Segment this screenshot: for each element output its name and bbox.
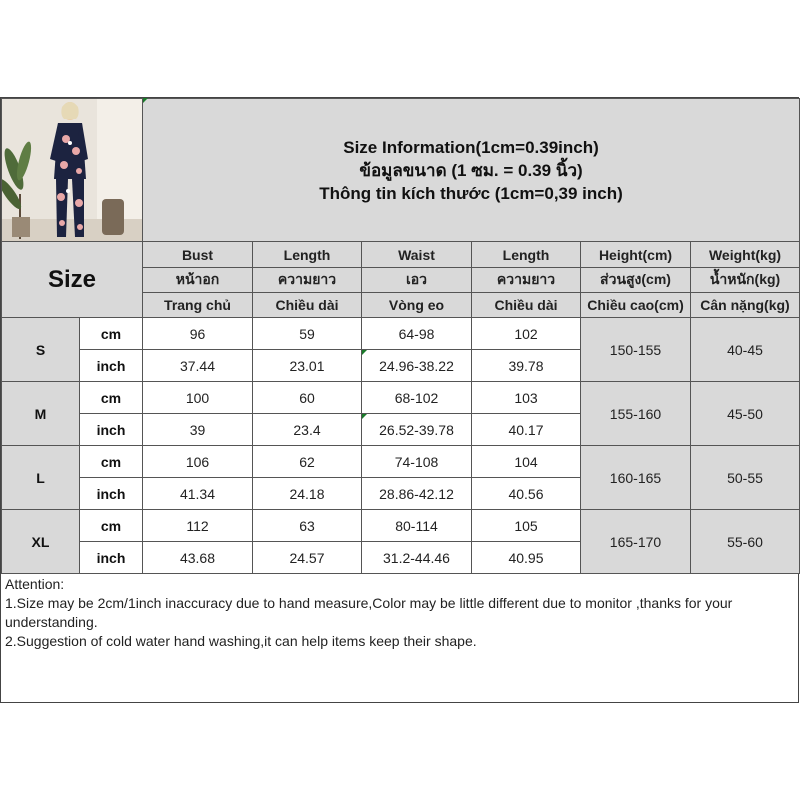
bust-cell: 41.34 <box>143 478 253 510</box>
length-cell: 60 <box>253 382 362 414</box>
col-header-en: Weight(kg) <box>691 242 800 268</box>
size-chart <box>0 97 799 703</box>
waist-cell: 31.2-44.46 <box>362 542 472 574</box>
bust-cell: 106 <box>143 446 253 478</box>
waist-cell: 26.52-39.78 <box>362 414 472 446</box>
col-header-en: Bust <box>143 242 253 268</box>
col-header-vi: Trang chủ <box>143 293 253 318</box>
bust-cell: 43.68 <box>143 542 253 574</box>
height-cell: 155-160 <box>581 382 691 446</box>
length2-cell: 105 <box>472 510 581 542</box>
comment-marker-icon <box>143 98 148 103</box>
attention-note-1: 1.Size may be 2cm/1inch inaccuracy due to hand measure,Color may be little different due to monitor ,thanks for your understanding. <box>5 595 733 630</box>
attention-note-2: 2.Suggestion of cold water hand washing,it can help items keep their shape. <box>5 633 477 649</box>
bust-cell: 112 <box>143 510 253 542</box>
title-vietnamese: Thông tin kích thước (1cm=0,39 inch) <box>319 183 623 203</box>
waist-cell: 24.96-38.22 <box>362 350 472 382</box>
col-header-th: ส่วนสูง(cm) <box>581 268 691 293</box>
col-header-th: ความยาว <box>472 268 581 293</box>
unit-label: inch <box>80 478 143 510</box>
col-header-th: เอว <box>362 268 472 293</box>
size-label: M <box>2 382 80 446</box>
length-cell: 24.57 <box>253 542 362 574</box>
waist-cell: 80-114 <box>362 510 472 542</box>
length-cell: 59 <box>253 318 362 350</box>
size-table <box>1 98 800 574</box>
model-photo-image <box>2 99 143 241</box>
length-cell: 62 <box>253 446 362 478</box>
col-header-vi: Chiều cao(cm) <box>581 293 691 318</box>
length2-cell: 103 <box>472 382 581 414</box>
weight-cell: 40-45 <box>691 318 800 382</box>
length-cell: 63 <box>253 510 362 542</box>
weight-cell: 55-60 <box>691 510 800 574</box>
length-cell: 24.18 <box>253 478 362 510</box>
unit-label: inch <box>80 414 143 446</box>
title-block <box>143 99 800 242</box>
height-cell: 150-155 <box>581 318 691 382</box>
col-header-en: Length <box>253 242 362 268</box>
col-header-en: Height(cm) <box>581 242 691 268</box>
length2-cell: 40.56 <box>472 478 581 510</box>
title-thai: ข้อมูลขนาด (1 ซม. = 0.39 นิ้ว) <box>359 160 583 180</box>
length2-cell: 39.78 <box>472 350 581 382</box>
col-header-vi: Chiều dài <box>253 293 362 318</box>
unit-label: cm <box>80 382 143 414</box>
bust-cell: 100 <box>143 382 253 414</box>
height-cell: 165-170 <box>581 510 691 574</box>
table-row <box>2 510 800 542</box>
length-cell: 23.4 <box>253 414 362 446</box>
length2-cell: 104 <box>472 446 581 478</box>
waist-cell: 74-108 <box>362 446 472 478</box>
unit-label: inch <box>80 542 143 574</box>
unit-label: cm <box>80 318 143 350</box>
bust-cell: 39 <box>143 414 253 446</box>
length-cell: 23.01 <box>253 350 362 382</box>
waist-cell: 28.86-42.12 <box>362 478 472 510</box>
bust-cell: 96 <box>143 318 253 350</box>
weight-cell: 45-50 <box>691 382 800 446</box>
weight-cell: 50-55 <box>691 446 800 510</box>
col-header-vi: Vòng eo <box>362 293 472 318</box>
product-photo <box>2 99 143 242</box>
title-english: Size Information(1cm=0.39inch) <box>343 137 599 157</box>
col-header-th: ความยาว <box>253 268 362 293</box>
col-header-en: Length <box>472 242 581 268</box>
attention-notes <box>1 573 799 703</box>
length2-cell: 40.95 <box>472 542 581 574</box>
bust-cell: 37.44 <box>143 350 253 382</box>
comment-marker-icon <box>362 414 367 419</box>
col-header-th: หน้าอก <box>143 268 253 293</box>
col-header-vi: Cân nặng(kg) <box>691 293 800 318</box>
waist-cell: 64-98 <box>362 318 472 350</box>
table-row <box>2 446 800 478</box>
waist-cell: 68-102 <box>362 382 472 414</box>
size-header: Size <box>2 242 143 318</box>
length2-cell: 102 <box>472 318 581 350</box>
attention-heading: Attention: <box>5 576 65 592</box>
size-label: L <box>2 446 80 510</box>
length2-cell: 40.17 <box>472 414 581 446</box>
size-label: XL <box>2 510 80 574</box>
unit-label: cm <box>80 446 143 478</box>
col-header-th: น้ำหนัก(kg) <box>691 268 800 293</box>
comment-marker-icon <box>362 350 367 355</box>
table-row <box>2 318 800 350</box>
size-label: S <box>2 318 80 382</box>
unit-label: inch <box>80 350 143 382</box>
unit-label: cm <box>80 510 143 542</box>
col-header-vi: Chiều dài <box>472 293 581 318</box>
col-header-en: Waist <box>362 242 472 268</box>
height-cell: 160-165 <box>581 446 691 510</box>
table-row <box>2 382 800 414</box>
